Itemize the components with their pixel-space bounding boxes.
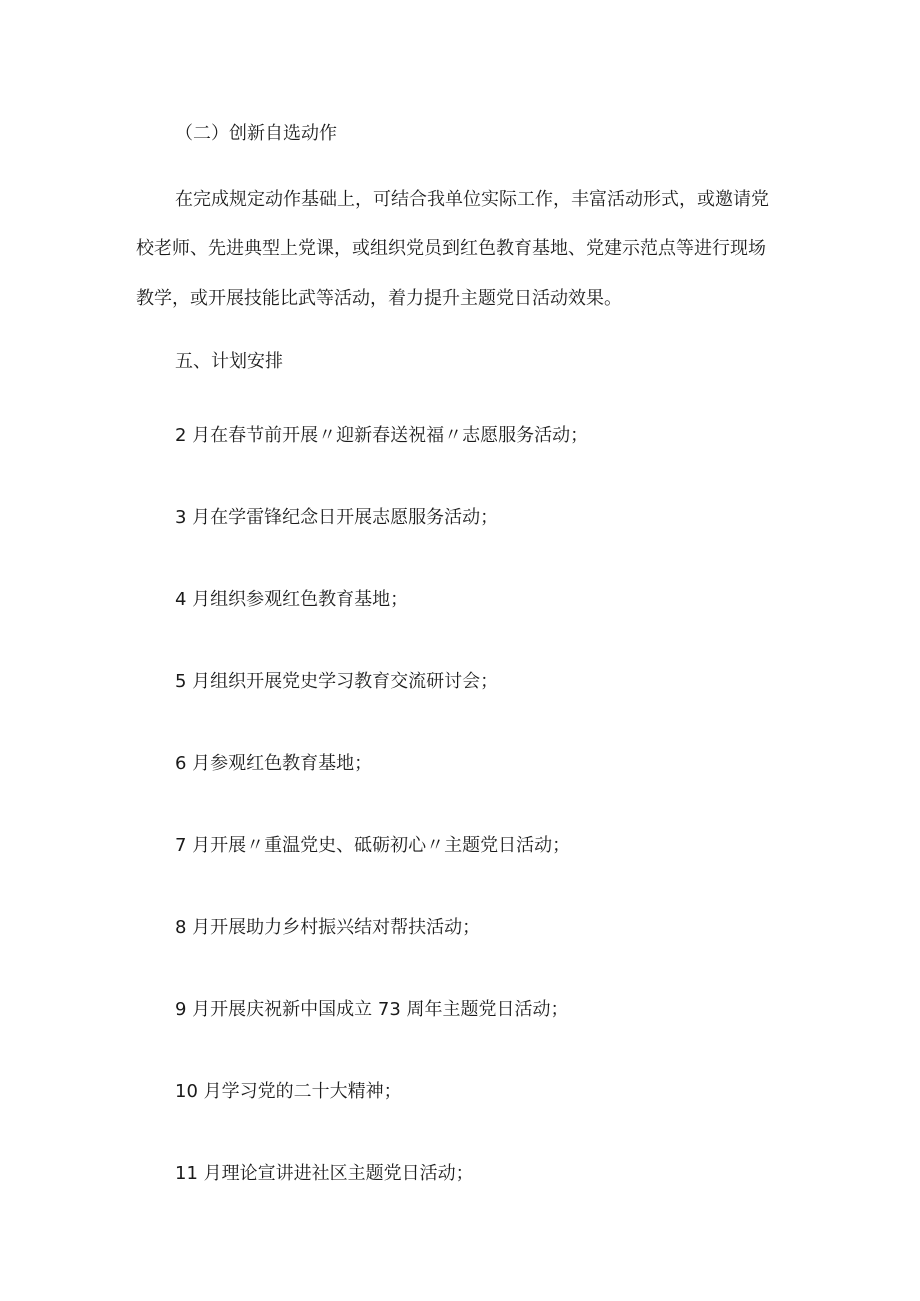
schedule-item: 7 月开展〃重温党史、砥砺初心〃主题党日活动； — [175, 835, 571, 856]
schedule-item: 2 月在春节前开展〃迎新春送祝福〃志愿服务活动； — [175, 425, 589, 446]
paragraph-line: 校老师、先进典型上党课，或组织党员到红色教育基地、党建示范点等进行现场 — [136, 238, 766, 259]
paragraph-line: 教学，或开展技能比武等活动，着力提升主题党日活动效果。 — [136, 288, 622, 309]
schedule-item: 6 月参观红色教育基地； — [175, 753, 373, 774]
schedule-item: 3 月在学雷锋纪念日开展志愿服务活动； — [175, 507, 499, 528]
subsection-heading: （二）创新自选动作 — [175, 123, 337, 144]
schedule-item: 5 月组织开展党史学习教育交流研讨会； — [175, 671, 499, 692]
schedule-item: 9 月开展庆祝新中国成立 73 周年主题党日活动； — [175, 999, 569, 1020]
schedule-item: 10 月学习党的二十大精神； — [175, 1081, 402, 1102]
schedule-item: 8 月开展助力乡村振兴结对帮扶活动； — [175, 917, 481, 938]
schedule-item: 11 月理论宣讲进社区主题党日活动； — [175, 1163, 474, 1184]
schedule-item: 4 月组织参观红色教育基地； — [175, 589, 409, 610]
section-heading: 五、计划安排 — [175, 351, 283, 372]
paragraph-line: 在完成规定动作基础上，可结合我单位实际工作，丰富活动形式，或邀请党 — [175, 189, 769, 210]
